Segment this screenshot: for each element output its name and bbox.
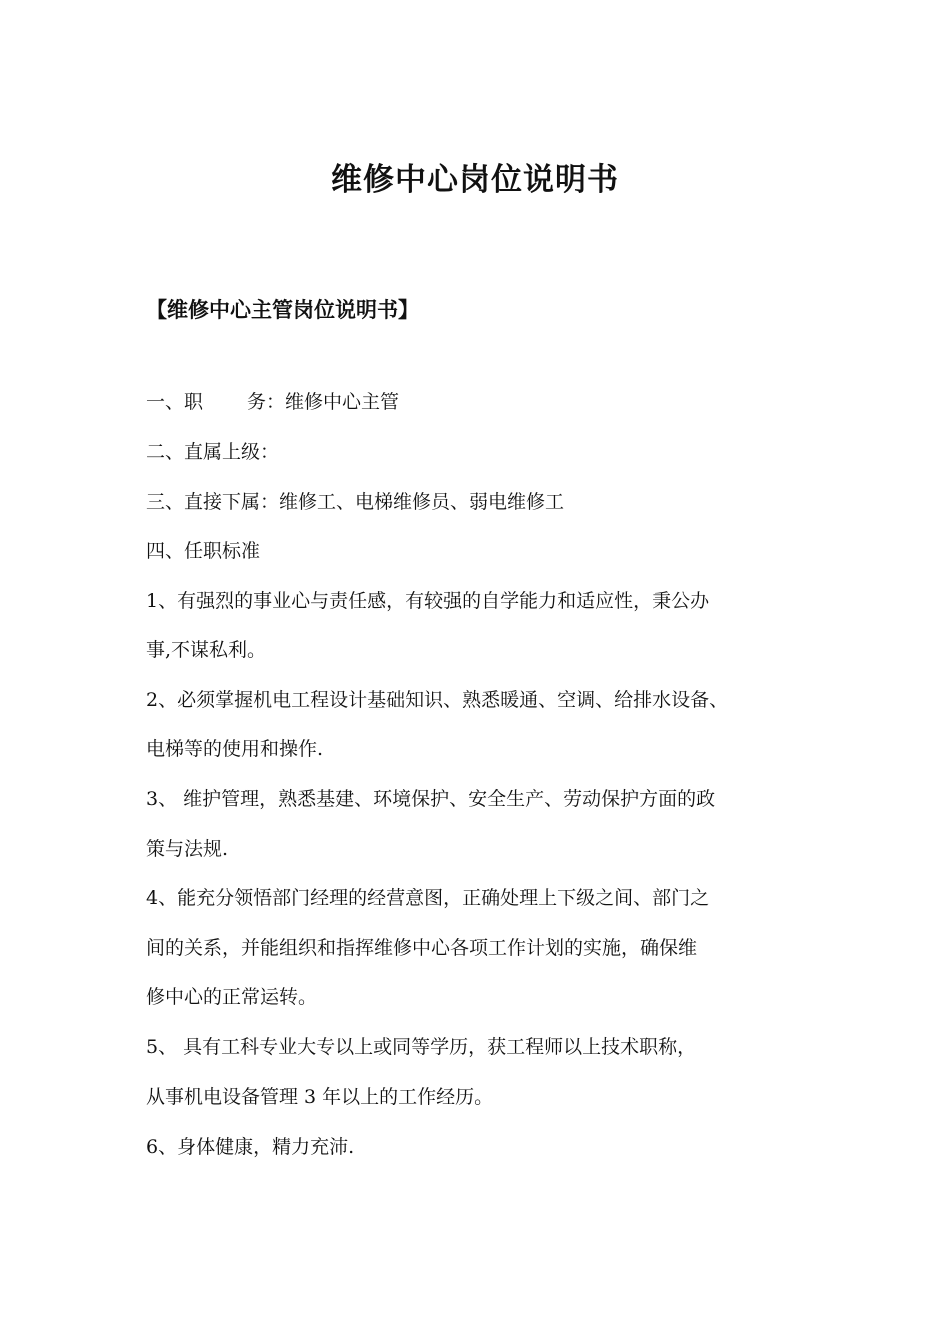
requirement-6-line-1: 6、身体健康，精力充沛. (146, 1136, 355, 1158)
requirement-5-line-1: 5、 具有工科专业大专以上或同等学历，获工程师以上技术职称， (146, 1036, 697, 1058)
requirement-4-line-3: 修中心的正常运转。 (146, 986, 318, 1008)
requirement-3-line-1: 3、 维护管理，熟悉基建、环境保护、安全生产、劳动保护方面的政 (146, 788, 716, 810)
position-label-b: 务：维修中心主管 (247, 391, 400, 413)
requirement-2-line-2: 电梯等的使用和操作. (146, 738, 324, 760)
requirement-1-line-1: 1、有强烈的事业心与责任感，有较强的自学能力和适应性，秉公办 (146, 590, 710, 612)
requirement-5-line-2: 从事机电设备管理 3 年以上的工作经历。 (146, 1086, 494, 1108)
superior-line: 二、直属上级： (146, 441, 280, 463)
requirement-4-line-1: 4、能充分领悟部门经理的经营意图，正确处理上下级之间、部门之 (146, 887, 710, 909)
position-line (146, 388, 399, 416)
section-title: 【维修中心主管岗位说明书】 (146, 298, 419, 322)
document-title: 维修中心岗位说明书 (331, 162, 619, 198)
requirement-3-line-2: 策与法规. (146, 838, 229, 860)
requirement-2-line-1: 2、必须掌握机电工程设计基础知识、熟悉暖通、空调、给排水设备、 (146, 689, 729, 711)
subordinates-line: 三、直接下属：维修工、电梯维修员、弱电维修工 (146, 491, 565, 513)
position-label-a: 一、职 (146, 391, 204, 413)
requirement-1-line-2: 事,不谋私利。 (146, 639, 267, 661)
qualifications-heading: 四、任职标准 (146, 540, 261, 562)
requirement-4-line-2: 间的关系，并能组织和指挥维修中心各项工作计划的实施，确保维 (146, 937, 698, 959)
